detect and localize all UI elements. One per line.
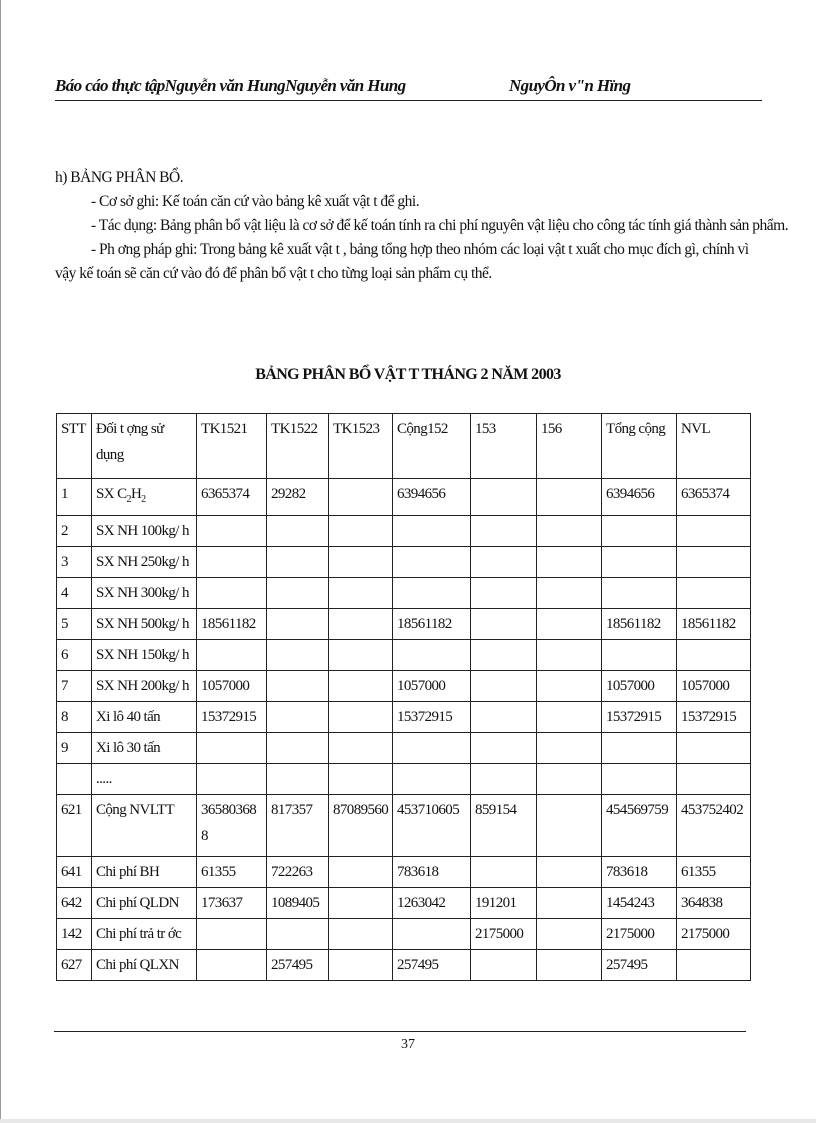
table-cell: 1263042: [393, 888, 471, 919]
table-cell: [393, 733, 471, 764]
table-cell: [537, 578, 602, 609]
table-cell: [602, 578, 677, 609]
table-cell: [197, 733, 267, 764]
table-cell: [471, 479, 537, 516]
table-cell: 2175000: [677, 919, 751, 950]
column-header: NVL: [677, 414, 751, 479]
column-header: STT: [57, 414, 92, 479]
table-cell: [677, 733, 751, 764]
table-cell: [267, 919, 329, 950]
table-cell: [537, 950, 602, 981]
table-cell: [602, 516, 677, 547]
table-row: [57, 733, 751, 764]
table-cell: [602, 640, 677, 671]
table-cell: 783618: [602, 857, 677, 888]
table-header-row: [57, 414, 751, 479]
table-cell: [537, 702, 602, 733]
column-header: Cộng152: [393, 414, 471, 479]
allocation-table: [56, 413, 751, 981]
table-cell: [677, 950, 751, 981]
table-cell: [471, 950, 537, 981]
table-cell: [267, 578, 329, 609]
section-heading: h) BẢNG PHÂN BỔ.: [55, 169, 184, 186]
table-cell: 7: [57, 671, 92, 702]
table-cell: [602, 547, 677, 578]
table-cell: [267, 671, 329, 702]
table-cell: [537, 479, 602, 516]
table-cell: [537, 888, 602, 919]
table-cell: [537, 640, 602, 671]
table-cell: [329, 479, 393, 516]
table-row: [57, 888, 751, 919]
column-header: TK1522: [267, 414, 329, 479]
table-cell: 61355: [197, 857, 267, 888]
table-cell: [677, 516, 751, 547]
table-cell: 1454243: [602, 888, 677, 919]
table-cell: 453710605: [393, 795, 471, 857]
table-cell: [329, 671, 393, 702]
table-cell: [329, 950, 393, 981]
table-cell: 6365374: [197, 479, 267, 516]
paragraph-method-line1: - Ph ơng pháp ghi: Trong bảng kê xuất vật t , bảng tổng hợp theo nhóm các loại vật t xuất cho mục đích gì, chính vì: [91, 241, 749, 258]
table-cell: 15372915: [197, 702, 267, 733]
table-cell: [602, 733, 677, 764]
table-cell: [329, 857, 393, 888]
table-cell: [197, 516, 267, 547]
body-section: [55, 166, 789, 286]
table-cell: [329, 733, 393, 764]
table-cell: 1: [57, 479, 92, 516]
table-cell: [197, 950, 267, 981]
column-header: Tổng cộng: [602, 414, 677, 479]
table-cell: [471, 578, 537, 609]
table-cell: 18561182: [602, 609, 677, 640]
table-body: [57, 479, 751, 981]
table-cell: [197, 578, 267, 609]
table-cell: SX NH 250kg/ h: [92, 547, 197, 578]
table-cell: [329, 640, 393, 671]
table-cell: 627: [57, 950, 92, 981]
table-cell: [471, 640, 537, 671]
table-cell: SX NH 300kg/ h: [92, 578, 197, 609]
table-cell: [267, 547, 329, 578]
table-cell: 365803688: [197, 795, 267, 857]
table-cell: [267, 640, 329, 671]
table-row: [57, 578, 751, 609]
table-cell: [677, 640, 751, 671]
table-cell: 18561182: [677, 609, 751, 640]
paragraph-method-line2: vậy kế toán sẽ căn cứ vào đó để phân bổ vật t cho từng loại sản phẩm cụ thể.: [55, 265, 492, 282]
table-cell: [537, 671, 602, 702]
table-cell: [471, 671, 537, 702]
page-edge: [0, 0, 1, 1123]
table-cell: [471, 857, 537, 888]
table-cell: 2: [57, 516, 92, 547]
table-cell: 2175000: [471, 919, 537, 950]
table-row: [57, 640, 751, 671]
table-cell: [267, 609, 329, 640]
table-cell: Xi lô 40 tấn: [92, 702, 197, 733]
table-row: [57, 609, 751, 640]
table-cell: [537, 795, 602, 857]
table-cell: 142: [57, 919, 92, 950]
table-cell: [537, 547, 602, 578]
table-cell: [537, 857, 602, 888]
table-cell: [677, 578, 751, 609]
table-cell: [197, 919, 267, 950]
table-cell: 722263: [267, 857, 329, 888]
table-cell: 4: [57, 578, 92, 609]
table-cell: 1057000: [677, 671, 751, 702]
table-cell: [329, 516, 393, 547]
table-row: [57, 547, 751, 578]
table-cell: [267, 702, 329, 733]
table-cell: Chi phí trả tr ớc: [92, 919, 197, 950]
table-cell: 1057000: [602, 671, 677, 702]
table-row: [57, 671, 751, 702]
table-cell: 6: [57, 640, 92, 671]
table-cell: [329, 919, 393, 950]
table-cell: [537, 733, 602, 764]
table-cell: [393, 516, 471, 547]
table-row: [57, 702, 751, 733]
table-cell: [329, 888, 393, 919]
table-cell: 15372915: [602, 702, 677, 733]
table-cell: 783618: [393, 857, 471, 888]
table-cell: [677, 547, 751, 578]
table-cell: [267, 764, 329, 795]
page-bottom-edge: [0, 1119, 816, 1123]
table-cell: [471, 516, 537, 547]
table-cell: 364838: [677, 888, 751, 919]
table-cell: 453752402: [677, 795, 751, 857]
table-cell: Xi lô 30 tấn: [92, 733, 197, 764]
table-title: BẢNG PHÂN BỔ VẬT T THÁNG 2 NĂM 2003: [255, 366, 561, 383]
table-row: [57, 795, 751, 857]
page-header: [55, 74, 762, 101]
table-cell: [329, 609, 393, 640]
table-cell: 29282: [267, 479, 329, 516]
table-cell: 859154: [471, 795, 537, 857]
table-cell: Cộng NVLTT: [92, 795, 197, 857]
table-cell: [329, 578, 393, 609]
column-header: Đối t ợng sử dụng: [92, 414, 197, 479]
table-cell: 257495: [602, 950, 677, 981]
header-right-text: NguyÔn v"n Hïng: [509, 76, 631, 95]
table-row: [57, 919, 751, 950]
table-cell: 191201: [471, 888, 537, 919]
table-cell: 173637: [197, 888, 267, 919]
table-cell: Chi phí QLDN: [92, 888, 197, 919]
table-cell: [197, 640, 267, 671]
table-row: [57, 950, 751, 981]
table-cell: [471, 547, 537, 578]
table-cell: 8: [57, 702, 92, 733]
table-cell: [537, 919, 602, 950]
table-cell: [197, 547, 267, 578]
table-cell: SX NH 100kg/ h: [92, 516, 197, 547]
table-row: [57, 479, 751, 516]
table-cell: [329, 764, 393, 795]
table-cell: [197, 764, 267, 795]
table-cell: [393, 764, 471, 795]
table-cell: 15372915: [677, 702, 751, 733]
table-cell: [471, 702, 537, 733]
table-row: [57, 516, 751, 547]
table-cell: [471, 609, 537, 640]
table-cell: 9: [57, 733, 92, 764]
table-cell: 18561182: [393, 609, 471, 640]
table-cell: .....: [92, 764, 197, 795]
table-cell: 257495: [267, 950, 329, 981]
table-cell: 817357: [267, 795, 329, 857]
page-number: 37: [401, 1037, 415, 1052]
column-header: TK1521: [197, 414, 267, 479]
table-cell: 18561182: [197, 609, 267, 640]
table-cell: [602, 764, 677, 795]
table-cell: 1089405: [267, 888, 329, 919]
table-cell: 642: [57, 888, 92, 919]
table-cell: 454569759: [602, 795, 677, 857]
table-cell: [537, 764, 602, 795]
table-cell: SX NH 200kg/ h: [92, 671, 197, 702]
table-cell: [537, 516, 602, 547]
table-cell: 61355: [677, 857, 751, 888]
footer-rule: [54, 1031, 746, 1032]
table-cell: [677, 764, 751, 795]
column-header: 156: [537, 414, 602, 479]
table-cell: 257495: [393, 950, 471, 981]
table-cell: Chi phí BH: [92, 857, 197, 888]
table-cell: 1057000: [393, 671, 471, 702]
table-cell: 2175000: [602, 919, 677, 950]
table-cell: 15372915: [393, 702, 471, 733]
table-cell: [393, 919, 471, 950]
table-cell: [267, 733, 329, 764]
table-cell: [329, 702, 393, 733]
table-cell: [471, 733, 537, 764]
table-cell: 5: [57, 609, 92, 640]
header-left-text: Báo cáo thực tậpNguyễn văn HungNguyễn văn Hung: [55, 76, 406, 95]
table-cell: 6394656: [393, 479, 471, 516]
table-cell: 621: [57, 795, 92, 857]
paragraph-basis: - Cơ sở ghi: Kế toán căn cứ vào bảng kê xuất vật t để ghi.: [91, 193, 420, 210]
table-cell: 641: [57, 857, 92, 888]
table-cell: SX NH 500kg/ h: [92, 609, 197, 640]
table-cell: 87089560: [329, 795, 393, 857]
table-cell: 1057000: [197, 671, 267, 702]
table-cell: [393, 578, 471, 609]
column-header: TK1523: [329, 414, 393, 479]
table-cell: [57, 764, 92, 795]
table-cell: 3: [57, 547, 92, 578]
table-cell: SX NH 150kg/ h: [92, 640, 197, 671]
column-header: 153: [471, 414, 537, 479]
table-cell: Chi phí QLXN: [92, 950, 197, 981]
table-cell: 6365374: [677, 479, 751, 516]
table-cell: 6394656: [602, 479, 677, 516]
table-row: [57, 764, 751, 795]
table-cell: [471, 764, 537, 795]
table-row: [57, 857, 751, 888]
table-cell: [537, 609, 602, 640]
table-cell: [267, 516, 329, 547]
table-cell: SX $C_2H_2$: [92, 479, 197, 516]
table-cell: [393, 640, 471, 671]
paragraph-purpose: - Tác dụng: Bảng phân bổ vật liệu là cơ sở để kế toán tính ra chi phí nguyên vật liệu cho công tác tính giá thành sản phẩm.: [91, 217, 789, 234]
table-cell: [393, 547, 471, 578]
table-cell: [329, 547, 393, 578]
